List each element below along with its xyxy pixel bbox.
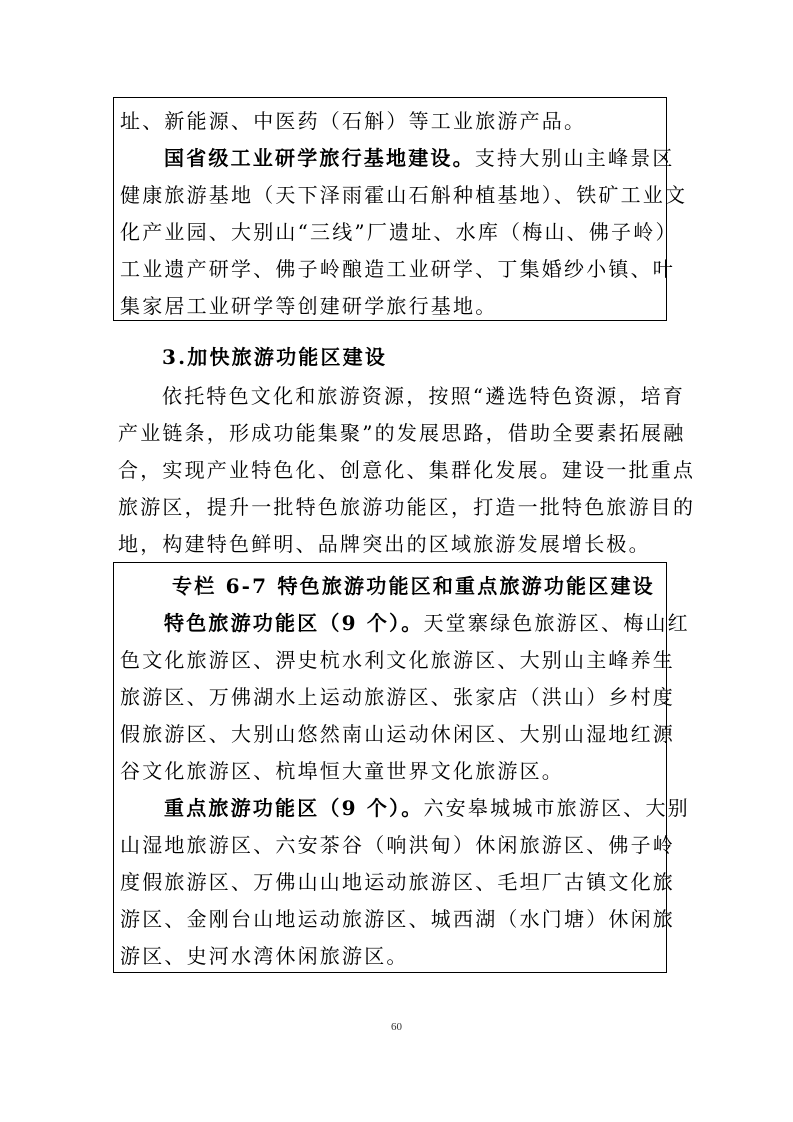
box2-line-11: 游区、史河水湾休闲旅游区。 bbox=[120, 944, 409, 968]
page-number: 60 bbox=[391, 1021, 402, 1033]
box2-line-4: 旅游区、万佛湖水上运动旅游区、张家店（洪山）乡村度 bbox=[120, 685, 675, 709]
box1-line-3: 健康旅游基地（天下泽雨霍山石斛种植基地）、铁矿工业文 bbox=[120, 183, 688, 207]
section-line-2: 产业链条，形成功能集聚”的发展思路，借助全要素拓展融 bbox=[118, 421, 686, 445]
box2-paragraph-2-line-1 bbox=[164, 796, 690, 820]
box2-title: 专栏 6-7 特色旅游功能区和重点旅游功能区建设 bbox=[172, 574, 655, 598]
feature-column-box bbox=[113, 562, 690, 973]
section-line-1: 依托特色文化和旅游资源，按照“遴选特色资源，培育 bbox=[162, 384, 686, 408]
box2-paragraph-1-line-1 bbox=[164, 611, 690, 635]
box2-paragraph-2-title: 重点旅游功能区（9 个）。 bbox=[164, 796, 424, 820]
box2-line-8: 山湿地旅游区、六安茶谷（响洪甸）休闲旅游区、佛子岭 bbox=[120, 833, 675, 857]
section-line-5: 地，构建特色鲜明、品牌突出的区域旅游发展增长极。 bbox=[118, 532, 651, 556]
box1-paragraph-text: 支持大别山主峰景区 bbox=[474, 146, 675, 170]
box2-line-9: 度假旅游区、万佛山山地运动旅游区、毛坦厂古镇文化旅 bbox=[120, 870, 675, 894]
box1-paragraph-title: 国省级工业研学旅行基地建设。 bbox=[164, 146, 475, 170]
box2-paragraph-1-text: 天堂寨绿色旅游区、梅山红 bbox=[423, 611, 690, 635]
box1-line-1: 址、新能源、中医药（石斛）等工业旅游产品。 bbox=[120, 109, 587, 133]
section-line-3: 合，实现产业特色化、创意化、集群化发展。建设一批重点 bbox=[118, 458, 696, 482]
box1-line-4: 化产业园、大别山“三线”厂遗址、水库（梅山、佛子岭） bbox=[120, 220, 678, 244]
box1-line-5: 工业遗产研学、佛子岭酿造工业研学、丁集婚纱小镇、叶 bbox=[120, 257, 675, 281]
section-line-4: 旅游区，提升一批特色旅游功能区，打造一批特色旅游目的 bbox=[118, 495, 696, 519]
box2-line-5: 假旅游区、大别山悠然南山运动休闲区、大别山湿地红源 bbox=[120, 722, 675, 746]
box1-paragraph-2-line-1 bbox=[164, 146, 675, 170]
industrial-tourism-box bbox=[113, 97, 688, 321]
box2-paragraph-1-title: 特色旅游功能区（9 个）。 bbox=[164, 611, 424, 635]
box2-line-3: 色文化旅游区、淠史杭水利文化旅游区、大别山主峰养生 bbox=[120, 648, 675, 672]
box1-line-6: 集家居工业研学等创建研学旅行基地。 bbox=[120, 294, 498, 318]
section-heading: 3.加快旅游功能区建设 bbox=[162, 345, 388, 369]
box2-line-6: 谷文化旅游区、杭埠恒大童世界文化旅游区。 bbox=[120, 759, 564, 783]
box2-line-10: 游区、金刚台山地运动旅游区、城西湖（水门塘）休闲旅 bbox=[120, 907, 675, 931]
box2-paragraph-2-text: 六安皋城城市旅游区、大别 bbox=[423, 796, 690, 820]
